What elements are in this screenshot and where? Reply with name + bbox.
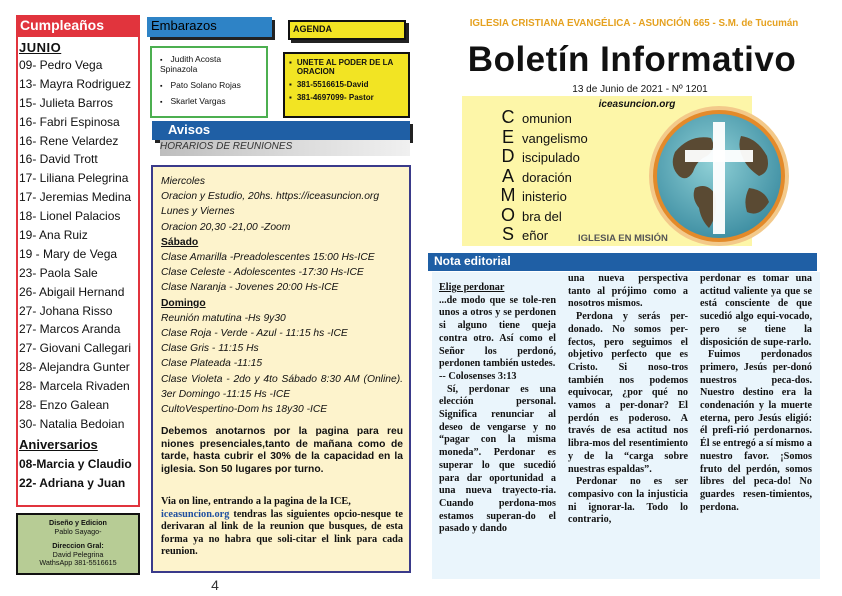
pregnancy-item: ▪ Judith Acosta Spinazola <box>160 54 260 74</box>
editorial-column-2 <box>568 273 688 527</box>
birthday-item: 19- Ana Ruiz <box>19 228 88 243</box>
schedule-line: Miercoles <box>161 176 206 187</box>
page-number: 4 <box>211 577 219 593</box>
cedamos-word: eñor <box>522 228 549 243</box>
cedamos-acrostic <box>494 107 604 244</box>
editorial-paragraph: una nueva perspectiva tanto al prójimo como a nosotros mismos. <box>568 273 688 310</box>
church-link[interactable]: iceasuncion.org <box>161 508 230 520</box>
credits-line: David Pelegrina <box>52 549 104 559</box>
embarazos-header: Embarazos <box>147 17 272 37</box>
credits-line: Direccion Gral: <box>52 541 104 550</box>
cedamos-word: bra del <box>522 208 562 224</box>
schedule-line: Reunión matutina -Hs 9y30 <box>161 312 286 324</box>
cedamos-row <box>494 166 604 186</box>
credits-line: WathsApp 381-5516615 <box>39 558 117 567</box>
birthday-item: 28- Alejandra Gunter <box>19 360 130 375</box>
schedule-line: Clase Roja - Verde - Azul - 11:15 hs -ICE <box>161 328 348 340</box>
anniversary-item: 08-Marcia y Claudio <box>19 456 132 471</box>
schedule-line: Oracion 20,30 -21,00 -Zoom <box>161 221 291 233</box>
avisos-header: Avisos <box>152 121 410 140</box>
online-post: tendras las siguientes opcio-nesque te derivaran al link de la reunion que busques, de esta forma ya no habra que soli-citar el link para cada reunion. <box>161 508 403 558</box>
cedamos-word: iscipulado <box>522 150 580 165</box>
agenda-header: AGENDA <box>288 20 406 40</box>
editorial-paragraph: Perdona y serás per-donado. No somos per-fectos, pero seguimos el objetivo perfecto que es Cristo. Si noso-tros también nos podemos equivocar, ¿por qué no vamos a per-donar? El perdón es poderoso. A través de esa actitud nos libra-mos del resentimiento y de la “carga sobre nuestras espaldas”. <box>568 311 688 475</box>
agenda-item <box>289 93 404 102</box>
cedamos-word: inisterio <box>522 189 567 204</box>
cedamos-letter: A <box>501 165 514 186</box>
pregnancy-item: ▪ Pato Solano Rojas <box>160 80 260 90</box>
cedamos-letter: C <box>501 107 515 127</box>
birthday-item: 23- Paola Sale <box>19 265 98 280</box>
cedamos-letter: M <box>500 185 516 205</box>
agenda-item-text: 381-5516615-David <box>296 80 369 89</box>
agenda-item <box>289 80 404 89</box>
bullet-icon: ▪ <box>289 58 292 67</box>
birthday-item: 30- Natalia Bedoian <box>19 416 125 431</box>
church-name: IGLESIA CRISTIANA EVANGÉLICA - ASUNCIÓN 665 - S.M. de Tucumán <box>469 18 799 29</box>
cedamos-word: omunion <box>522 111 572 126</box>
schedule-line: Oracion y Estudio, 20hs. https://iceasuncion.org <box>161 191 380 203</box>
cedamos-row <box>494 205 604 225</box>
credits-box <box>16 513 140 575</box>
birthday-item: 16- David Trott <box>19 152 98 167</box>
schedule-day-heading: Domingo <box>161 297 206 309</box>
mission-label: IGLESIA EN MISIÓN <box>578 233 668 244</box>
credits-line: Pablo Sayago- <box>54 526 102 536</box>
nota-editorial-header: Nota editorial <box>428 253 817 271</box>
schedule-line: Clase Naranja - Jovenes 20:00 Hs-ICE <box>161 282 339 294</box>
schedule-line: Lunes y Viernes <box>161 206 235 218</box>
birthday-item: 27- Giovani Callegari <box>19 341 132 356</box>
birthday-item: 19 - Mary de Vega <box>19 246 118 261</box>
birthday-item: 17- Liliana Pelegrina <box>19 171 129 186</box>
schedule-line: Clase Celeste - Adolescentes -17:30 Hs-ICE <box>161 267 364 279</box>
issue-date: 13 de Junio de 2021 - Nº 1201 <box>572 84 708 95</box>
schedule-line: CultoVespertino-Dom hs 18y30 -ICE <box>161 404 328 416</box>
schedule-list <box>161 174 403 417</box>
birthday-item: 18- Lionel Palacios <box>19 209 121 224</box>
globe-cross-icon <box>645 102 793 250</box>
editorial-paragraph: ...de modo que se tole-ren unos a otros y se perdonen si alguno tiene queja contra otro. Así como el Señor los perdonó, perdonen también ustedes. <box>439 294 556 370</box>
schedule-line: Clase Gris - 11:15 Hs <box>161 343 259 355</box>
birthday-item: 17- Jeremias Medina <box>19 190 132 205</box>
editorial-column-1 <box>439 282 556 536</box>
schedule-line: Clase Violeta - 2do y 4to Sábado 8:30 AM (Online). 3er Domingo -11:15 Hs -ICE <box>161 373 403 400</box>
agenda-box <box>283 52 410 118</box>
agenda-item <box>289 58 404 76</box>
editorial-paragraph: Perdonar no es ser compasivo con la injusticia ni ignorar-la. Todo lo contrario, <box>568 476 688 526</box>
pregnancy-item: ▪ Skarlet Vargas <box>160 96 260 106</box>
cedamos-row <box>494 107 604 127</box>
editorial-column-3 <box>700 273 812 514</box>
cedamos-word: vangelismo <box>522 130 588 146</box>
month-title: JUNIO <box>19 40 62 55</box>
bullet-icon: ▪ <box>289 93 292 102</box>
cedamos-letter: D <box>501 146 515 166</box>
agenda-item-text: 381-4697099- Pastor <box>296 93 374 102</box>
cedamos-letter: O <box>500 204 515 225</box>
cumpleanos-list <box>19 40 139 493</box>
birthday-item: 27- Johana Risso <box>19 303 113 318</box>
editorial-citation: -- Colosenses 3:13 <box>439 370 517 382</box>
embarazos-box <box>150 46 268 118</box>
birthday-item: 26- Abigail Hernand <box>19 284 125 299</box>
editorial-paragraph: Fuimos perdonados primero, Jesús per-donó nuestros peca-dos. Nuestro destino era la condenación y la muerte eterna, pero Jesús eligió: él prefi-rió perdonarnos. Él se entregó a sí mismo a nuestro favor. ¡Somos fruto del perdón, somos libres del peca-do! No guardes resen-timientos, perdona. <box>700 349 812 513</box>
birthday-item: 27- Marcos Aranda <box>19 322 121 337</box>
schedule-line: Clase Plateada -11:15 <box>161 358 263 370</box>
cedamos-word: doración <box>522 169 572 185</box>
cedamos-row <box>494 146 604 166</box>
schedule-line: Clase Amarilla -Preadolescentes 15:00 Hs-ICE <box>161 252 375 264</box>
birthday-item: 16- Fabri Espinosa <box>19 114 120 129</box>
horarios-subheader: HORARIOS DE REUNIONES <box>160 140 410 156</box>
bullet-icon: ▪ <box>289 80 292 89</box>
editorial-title: Elige perdonar <box>439 282 505 293</box>
aniversarios-title: Aniversarios <box>19 436 98 452</box>
birthday-item: 16- Rene Velardez <box>19 133 119 148</box>
birthday-item: 09- Pedro Vega <box>19 58 103 72</box>
bulletin-title: Boletín Informativo <box>467 40 797 79</box>
anniversary-item: 22- Adriana y Juan <box>19 475 126 490</box>
birthday-item: 28- Enzo Galean <box>19 398 110 413</box>
schedule-day-heading: Sábado <box>161 236 199 248</box>
online-notice <box>161 496 403 559</box>
birthday-item: 28- Marcela Rivaden <box>19 379 130 394</box>
editorial-paragraph: perdonar es tomar una actitud valiente ya que se está consciente de que sucedió algo equi-vocado, pero se tiene la disposición de supe-rarlo. <box>700 273 812 348</box>
cedamos-letter: S <box>501 224 514 244</box>
credits-line: Diseño y Edicion <box>49 518 107 527</box>
registration-notice: Debemos anotarnos por la pagina para reu niones presenciales,tanto de mañana como de tarde, hasta cubrir el 30% de la capacidad en la iglesia. Son 50 lugares por turno. <box>161 426 403 475</box>
cedamos-row <box>494 127 604 147</box>
editorial-paragraph: Sí, perdonar es una elección personal. Significa renunciar al deseo de vengarse y no “pagar con la misma moneda”. Perdonar es superar lo que sucedió para dar oportunidad a una nueva trayecto-ria. Cuando perdona-mos estamos superan-do el pasado y dando <box>439 383 556 535</box>
cedamos-letter: E <box>501 126 514 147</box>
birthday-item: 15- Julieta Barros <box>19 95 114 110</box>
cedamos-row <box>494 185 604 205</box>
online-pre: Via on line, entrando a la pagina de la ICE, <box>161 496 351 507</box>
cumpleanos-header: Cumpleaños <box>16 15 140 37</box>
website-url: iceasuncion.org <box>598 99 676 110</box>
agenda-item-text: UNETE AL PODER DE LA ORACION <box>296 58 393 76</box>
birthday-item: 13- Mayra Rodriguez <box>19 76 132 91</box>
